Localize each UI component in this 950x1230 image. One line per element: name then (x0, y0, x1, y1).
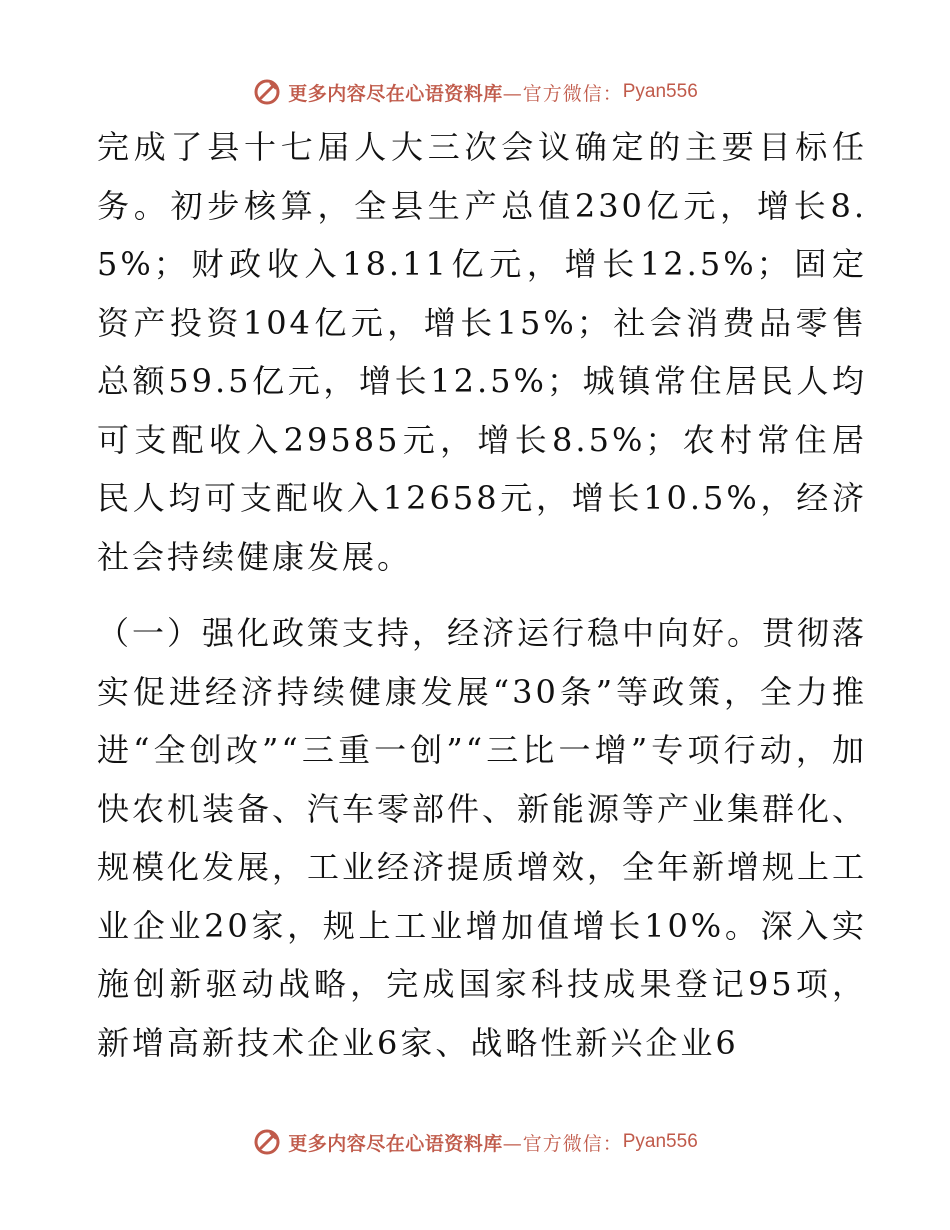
footer-watermark (0, 1122, 950, 1162)
paragraph-summary: 完成了县十七届人大三次会议确定的主要目标任务。初步核算，全县生产总值230亿元，增长8.5%；财政收入18.11亿元，增长12.5%；固定资产投资104亿元，增长15%；社会消费品零售总额59.5亿元，增长12.5%；城镇常住居民人均可支配收入29585元，增长8.5%；农村常住居民人均可支配收入12658元，增长10.5%，经济社会持续健康发展。 (97, 128, 867, 576)
pen-logo-icon (252, 77, 282, 107)
watermark-title: 更多内容尽在心语资料库 (288, 1132, 503, 1155)
document-body (97, 118, 867, 1072)
watermark-label: —官方微信： (502, 1132, 623, 1155)
pen-logo-icon (252, 1127, 282, 1157)
watermark-title: 更多内容尽在心语资料库 (288, 82, 503, 105)
watermark-wechat-id: Pyan556 (622, 1131, 698, 1152)
header-watermark (0, 72, 950, 112)
paragraph-section-one: （一）强化政策支持，经济运行稳中向好。贯彻落实促进经济持续健康发展“30条”等政策，全力推进“全创改”“三重一创”“三比一增”专项行动，加快农机装备、汽车零部件、新能源等产业集群化、规模化发展，工业经济提质增效，全年新增规上工业企业20家，规上工业增加值增长10%。深入实施创新驱动战略，完成国家科技成果登记95项，新增高新技术企业6家、战略性新兴企业6 (97, 614, 868, 1062)
watermark-wechat-id: Pyan556 (622, 81, 698, 102)
watermark-label: —官方微信： (502, 82, 623, 105)
